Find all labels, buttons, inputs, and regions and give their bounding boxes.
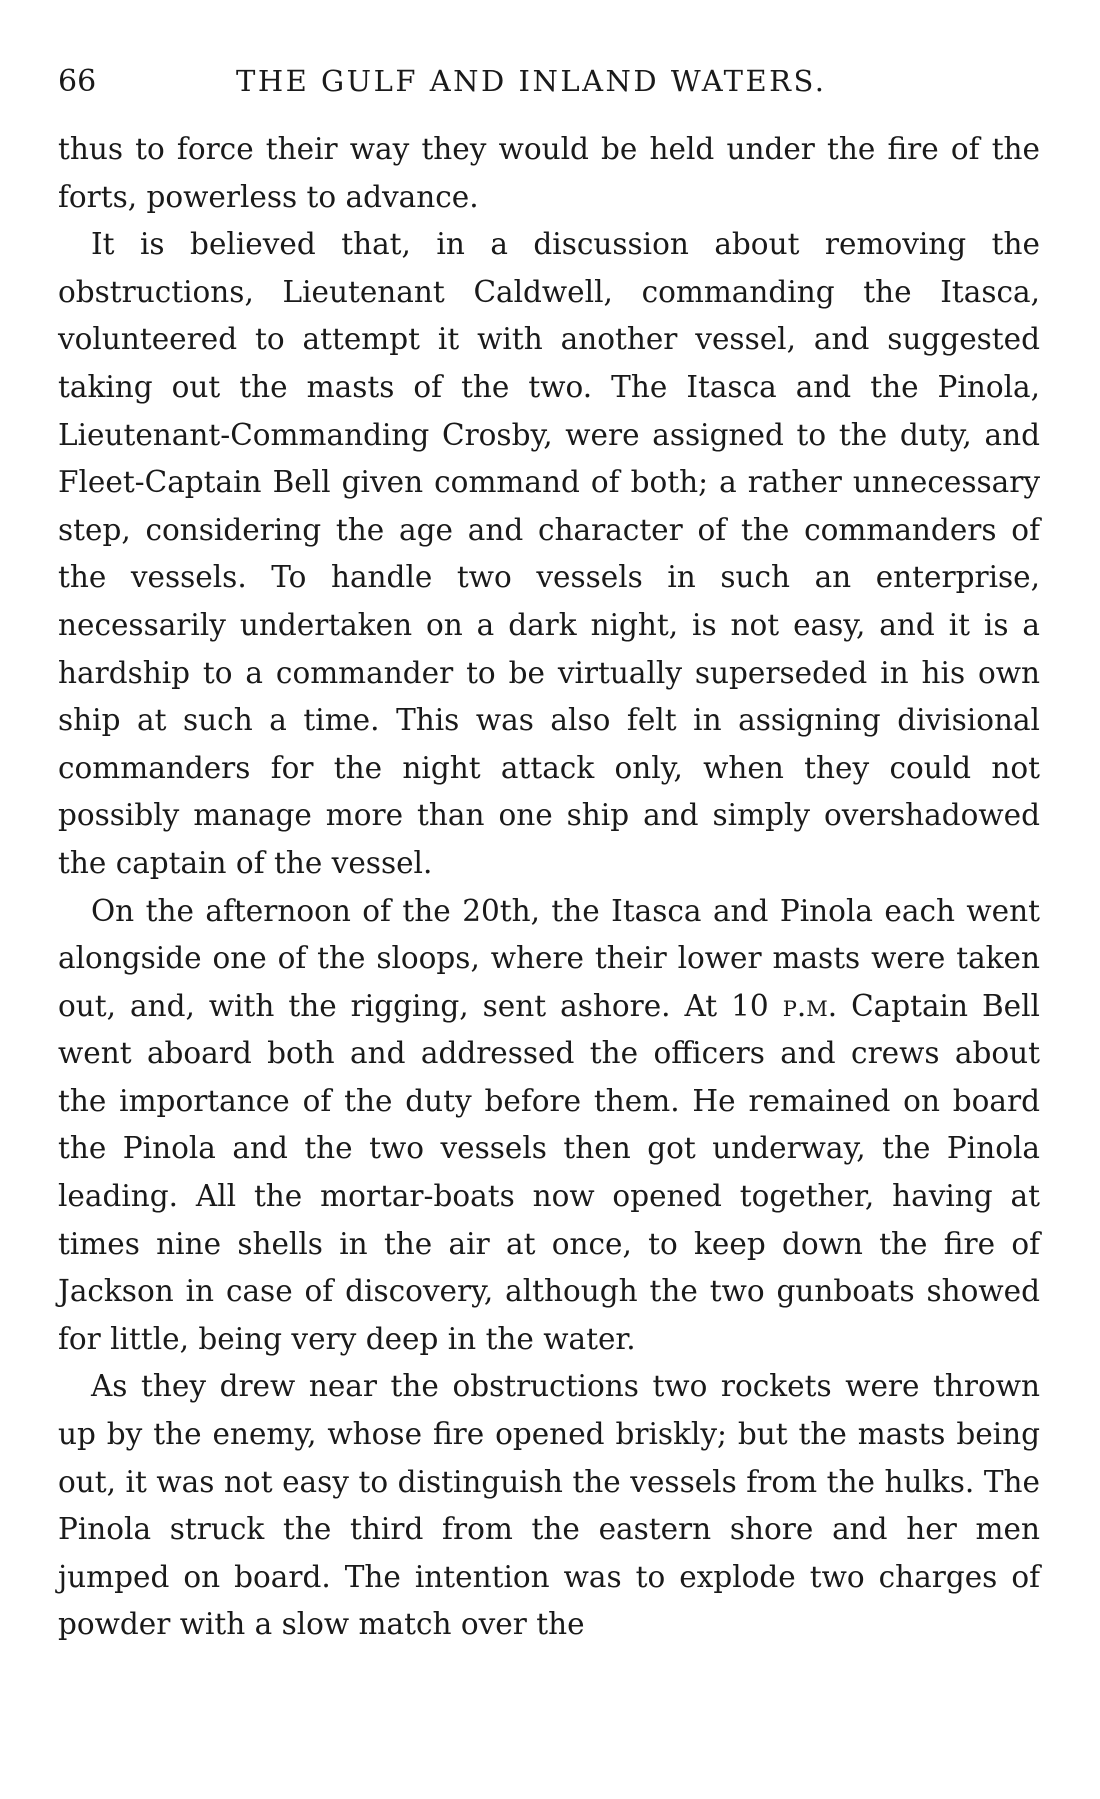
paragraph-continued: thus to force their way they would be held under the fire of the forts, powerless to advance. — [58, 132, 1040, 214]
running-head — [58, 58, 1040, 108]
time-abbreviation: p.m. — [782, 988, 838, 1023]
paragraph-text-part: Captain Bell went aboard both and addressed the officers and crews about the importance of the duty before them. He remained on board the Pinola and the two vessels then got underway, the Pinola leading. All the mortar-boats now opened together, having at times nine shells in the air at once, to keep down the fire of Jackson in case of discovery, although the two gunboats showed for little, being very deep in the water. — [58, 988, 1040, 1356]
paragraph-afternoon-20th — [58, 888, 1040, 1364]
body-text — [58, 126, 1040, 1649]
paragraph-obstructions: It is believed that, in a discussion about removing the obstructions, Lieutenant Caldwell, commanding the Itasca, volunteered to attempt it with another vessel, and suggested taking out the masts of the two. The Itasca and the Pinola, Lieutenant-Commanding Crosby, were assigned to the duty, and Fleet-Captain Bell given command of both; a rather unnecessary step, considering the age and character of the commanders of the vessels. To handle two vessels in such an enterprise, necessarily undertaken on a dark night, is not easy, and it is a hardship to a commander to be virtually superseded in his own ship at such a time. This was also felt in assigning divisional commanders for the night attack only, when they could not possibly manage more than one ship and simply overshadowed the captain of the vessel. — [58, 227, 1040, 880]
running-title: THE GULF AND INLAND WATERS. — [236, 64, 827, 98]
page-number: 66 — [58, 64, 97, 99]
book-page — [58, 58, 1040, 1758]
paragraph-rockets: As they drew near the obstructions two rockets were thrown up by the enemy, whose fire opened briskly; but the masts being out, it was not easy to distinguish the vessels from the hulks. The Pinola struck the third from the eastern shore and her men jumped on board. The intention was to explode two charges of powder with a slow match over the — [58, 1369, 1040, 1642]
paragraph-text-part: On the afternoon of the 20th, the Itasca and Pinola each went alongside one of the sloops, where their lower masts were taken out, and, with the rigging, sent ashore. At 10 — [58, 893, 1040, 1023]
